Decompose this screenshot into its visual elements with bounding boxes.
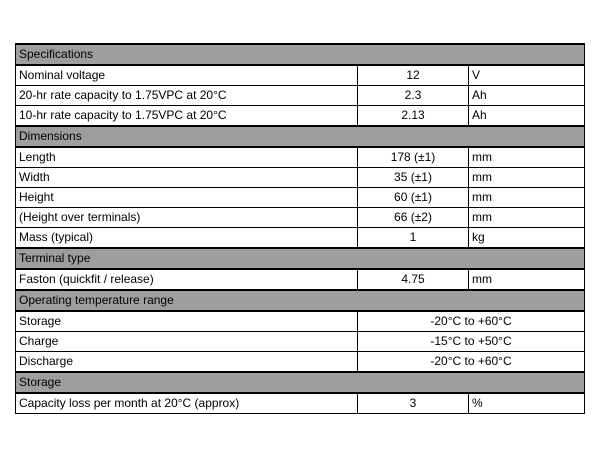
row-value: 178 (±1): [358, 147, 469, 168]
section-header-terminal-type: [16, 248, 585, 269]
table-row: [16, 147, 585, 168]
row-label: Mass (typical): [16, 228, 358, 249]
section-header-specifications: [16, 44, 585, 65]
row-unit: Ah: [469, 106, 585, 127]
section-header-dimensions: [16, 126, 585, 147]
row-unit: V: [469, 65, 585, 86]
row-label: (Height over terminals): [16, 208, 358, 228]
row-value: 12: [358, 65, 469, 86]
row-unit: mm: [469, 188, 585, 208]
row-unit: mm: [469, 168, 585, 188]
row-label: Capacity loss per month at 20°C (approx): [16, 393, 358, 414]
table-row: [16, 188, 585, 208]
table-row: [16, 168, 585, 188]
section-header-storage: [16, 372, 585, 393]
row-value: -15°C to +50°C: [358, 332, 585, 352]
row-unit: mm: [469, 147, 585, 168]
section-header-operating-temperature-range: [16, 290, 585, 311]
row-unit: mm: [469, 208, 585, 228]
table-row: [16, 86, 585, 106]
row-label: Faston (quickfit / release): [16, 269, 358, 290]
row-label: Width: [16, 168, 358, 188]
row-value: 1: [358, 228, 469, 249]
row-label: Charge: [16, 332, 358, 352]
table-row: [16, 65, 585, 86]
row-value: -20°C to +60°C: [358, 311, 585, 332]
row-value: 60 (±1): [358, 188, 469, 208]
row-value: 3: [358, 393, 469, 414]
row-unit: kg: [469, 228, 585, 249]
row-label: Storage: [16, 311, 358, 332]
row-value: 2.13: [358, 106, 469, 127]
row-label: Nominal voltage: [16, 65, 358, 86]
section-title: Operating temperature range: [16, 290, 585, 311]
row-unit: Ah: [469, 86, 585, 106]
section-title: Storage: [16, 372, 585, 393]
row-label: Height: [16, 188, 358, 208]
table-row: [16, 393, 585, 414]
table-row: [16, 352, 585, 373]
section-title: Specifications: [16, 44, 585, 65]
table-row: [16, 269, 585, 290]
table-row: [16, 208, 585, 228]
table-row: [16, 228, 585, 249]
section-title: Dimensions: [16, 126, 585, 147]
row-value: 35 (±1): [358, 168, 469, 188]
row-label: Length: [16, 147, 358, 168]
specifications-table: [15, 43, 585, 414]
row-value: 4.75: [358, 269, 469, 290]
row-value: -20°C to +60°C: [358, 352, 585, 373]
row-label: 20-hr rate capacity to 1.75VPC at 20°C: [16, 86, 358, 106]
table-row: [16, 332, 585, 352]
row-unit: mm: [469, 269, 585, 290]
row-unit: %: [469, 393, 585, 414]
row-label: Discharge: [16, 352, 358, 373]
table-row: [16, 311, 585, 332]
row-value: 66 (±2): [358, 208, 469, 228]
section-title: Terminal type: [16, 248, 585, 269]
table-row: [16, 106, 585, 127]
row-label: 10-hr rate capacity to 1.75VPC at 20°C: [16, 106, 358, 127]
row-value: 2.3: [358, 86, 469, 106]
specifications-table-body: [16, 44, 585, 414]
